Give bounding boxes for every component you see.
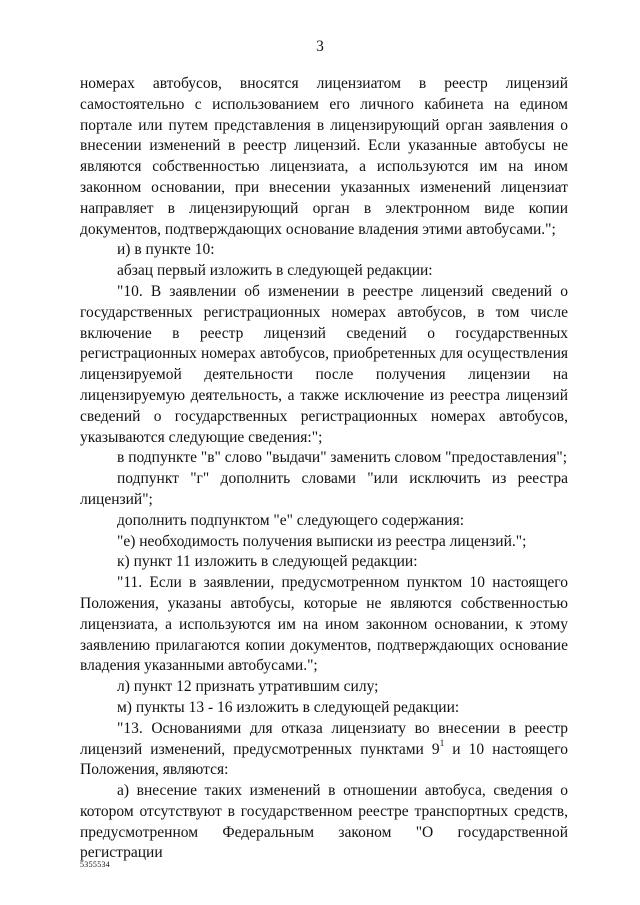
page-number: 3	[316, 38, 324, 55]
paragraph: м) пункты 13 - 16 изложить в следующей редакции:	[117, 698, 460, 716]
paragraph	[80, 719, 568, 781]
paragraph-text: и 10 настоящего Положения, являются:	[80, 740, 568, 779]
paragraph: в подпункте "в" слово "выдачи" заменить словом "предоставления";	[117, 449, 568, 467]
paragraph: л) пункт 12 признать утратившим силу;	[117, 678, 379, 696]
paragraph: "10. В заявлении об изменении в реестре лицензий сведений о государственных регистрационных номерах автобусов, в том числе включение в реестр лицензий сведений о государственных регистрационных номерах автобусов, приобретенных для осуществления лицензируемой деятельности после получения лицензии на лицензируемую деятельность, а также исключение из реестра лицензий сведений о государственных регистрационных номерах автобусов, указываются следующие сведения:";	[80, 282, 568, 446]
superscript: 1	[439, 738, 445, 749]
paragraph: номерах автобусов, вносятся лицензиатом в реестр лицензий самостоятельно с использованием его личного кабинета на едином портале или путем представления в лицензирующий орган заявления о внесении изменений в реестр лицензий. Если указанные автобусы не являются собственностью лицензиата, а используются им на ином законном основании, при внесении указанных изменений лицензиат направляет в лицензирующий орган в электронном виде копии документов, подтверждающих основание владения этими автобусами.";	[80, 75, 568, 238]
paragraph: подпункт "г" дополнить словами "или исключить из реестра лицензий";	[80, 470, 568, 508]
paragraph: к) пункт 11 изложить в следующей редакции:	[117, 553, 418, 571]
document-code: 5355534	[80, 860, 111, 869]
paragraph: а) внесение таких изменений в отношении автобуса, сведения о котором отсутствуют в государственном реестре транспортных средств, предусмотренном Федеральным законом "О государственной регистрации	[80, 782, 568, 862]
paragraph: дополнить подпунктом "е" следующего содержания:	[117, 511, 465, 529]
document-body	[80, 74, 568, 864]
paragraph: "11. Если в заявлении, предусмотренном пунктом 10 настоящего Положения, указаны автобусы, которые не являются собственностью лицензиата, а используются им на ином законном основании, к этому заявлению прилагаются копии документов, подтверждающих основание владения указанными автобусами.";	[80, 574, 568, 675]
paragraph: и) в пункте 10:	[117, 241, 215, 259]
paragraph: абзац первый изложить в следующей редакции:	[117, 262, 433, 280]
paragraph-text: "13. Основаниями для отказа лицензиату во внесении в реестр лицензий изменений, предусмотренных пунктами 9	[80, 719, 568, 758]
paragraph: "е) необходимость получения выписки из реестра лицензий.";	[117, 532, 527, 550]
